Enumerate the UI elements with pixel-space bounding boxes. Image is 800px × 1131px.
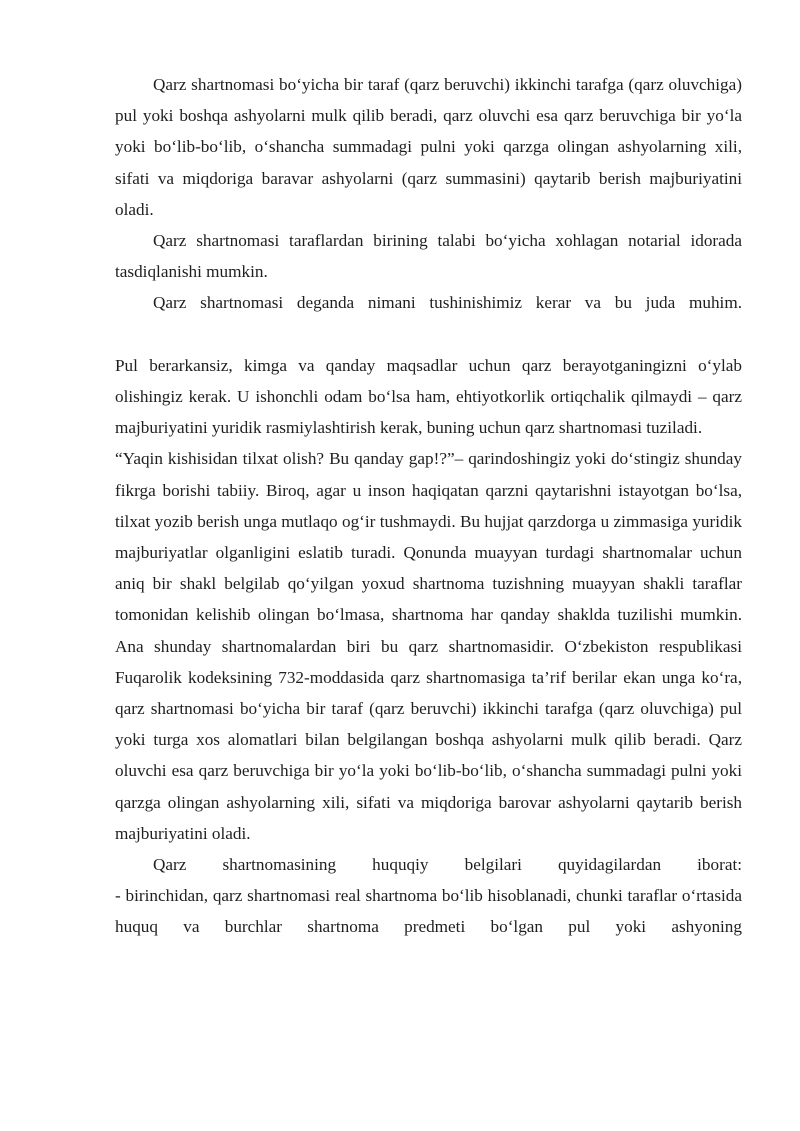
paragraph-notarial: Qarz shartnomasi taraflardan birining talabi bo‘yicha xohlagan notarial idorada tasdiqlanishi mumkin.: [115, 231, 742, 282]
paragraph-definition: Qarz shartnomasi bo‘yicha bir taraf (qarz beruvchi) ikkinchi tarafga (qarz oluvchiga) pul yoki boshqa ashyolarni mulk qilib beradi, qarz oluvchi esa qarz beruvchiga bir yo‘la yoki bo‘lib-bo‘lib, o‘shancha summadagi pulni yoki qarzga olingan ashyolarning xili, sifati va miqdoriga baravar ashyolarni (qarz summasini) qaytarib berish majburiyatini oladi.: [115, 75, 742, 219]
blank-line: [115, 319, 742, 350]
paragraph-receipt: “Yaqin kishisidan tilxat olish? Bu qanday gap!?”– qarindoshingiz yoki do‘stingiz shunday fikrga borishi tabiiy. Biroq, agar u inson haqiqatan qarzni qaytarishni istayotgan bo‘lsa, tilxat yozib berish unga mutlaqo og‘ir tushmaydi. Bu hujjat qarzdorga u zimmasiga yuridik majburiyatlar olganligini eslatib turadi. Qonunda muayyan turdagi shartnomalar uchun aniq bir shakl belgilab qo‘yilgan yoxud shartnoma tuzishning muayyan shakli taraflar tomonidan kelishib olingan bo‘lmasa, shartnoma har qanday shaklda tuzilishi mumkin. Ana shunday shartnomalardan biri bu qarz shartnomasidir. O‘zbekiston respublikasi Fuqarolik kodeksining 732-moddasida qarz shartnomasiga ta’rif berilar ekan unga ko‘ra, qarz shartnomasi bo‘yicha bir taraf (qarz beruvchi) ikkinchi tarafga (qarz oluvchiga) pul yoki turga xos alomatlari bilan belgilangan boshqa ashyolarni mulk qilib beradi. Qarz oluvchi esa qarz beruvchiga bir yo‘la yoki bo‘lib-bo‘lib, o‘shancha summadagi pulni yoki qarzga olingan ashyolarning xili, sifati va miqdoriga barovar ashyolarni qaytarib berish majburiyatini oladi.: [115, 449, 742, 843]
paragraph-legal-features-heading: Qarz shartnomasining huquqiy belgilari quyidagilardan iborat:: [153, 855, 742, 875]
paragraph-meaning: Qarz shartnomasi deganda nimani tushinishimiz kerar va bu juda muhim.: [153, 293, 742, 313]
paragraph-first-feature: - birinchidan, qarz shartnomasi real shartnoma bo‘lib hisoblanadi, chunki taraflar o‘rtasida huquq va burchlar shartnoma predmeti bo‘lgan pul yoki ashyoning: [115, 886, 742, 937]
document-page: [115, 69, 742, 943]
paragraph-lending-advice: Pul berarkansiz, kimga va qanday maqsadlar uchun qarz berayotganingizni o‘ylab olishingiz kerak. U ishonchli odam bo‘lsa ham, ehtiyotkorlik ortiqchalik qilmaydi – qarz majburiyatini yuridik rasmiylashtirish kerak, buning uchun qarz shartnomasi tuziladi.: [115, 355, 742, 438]
